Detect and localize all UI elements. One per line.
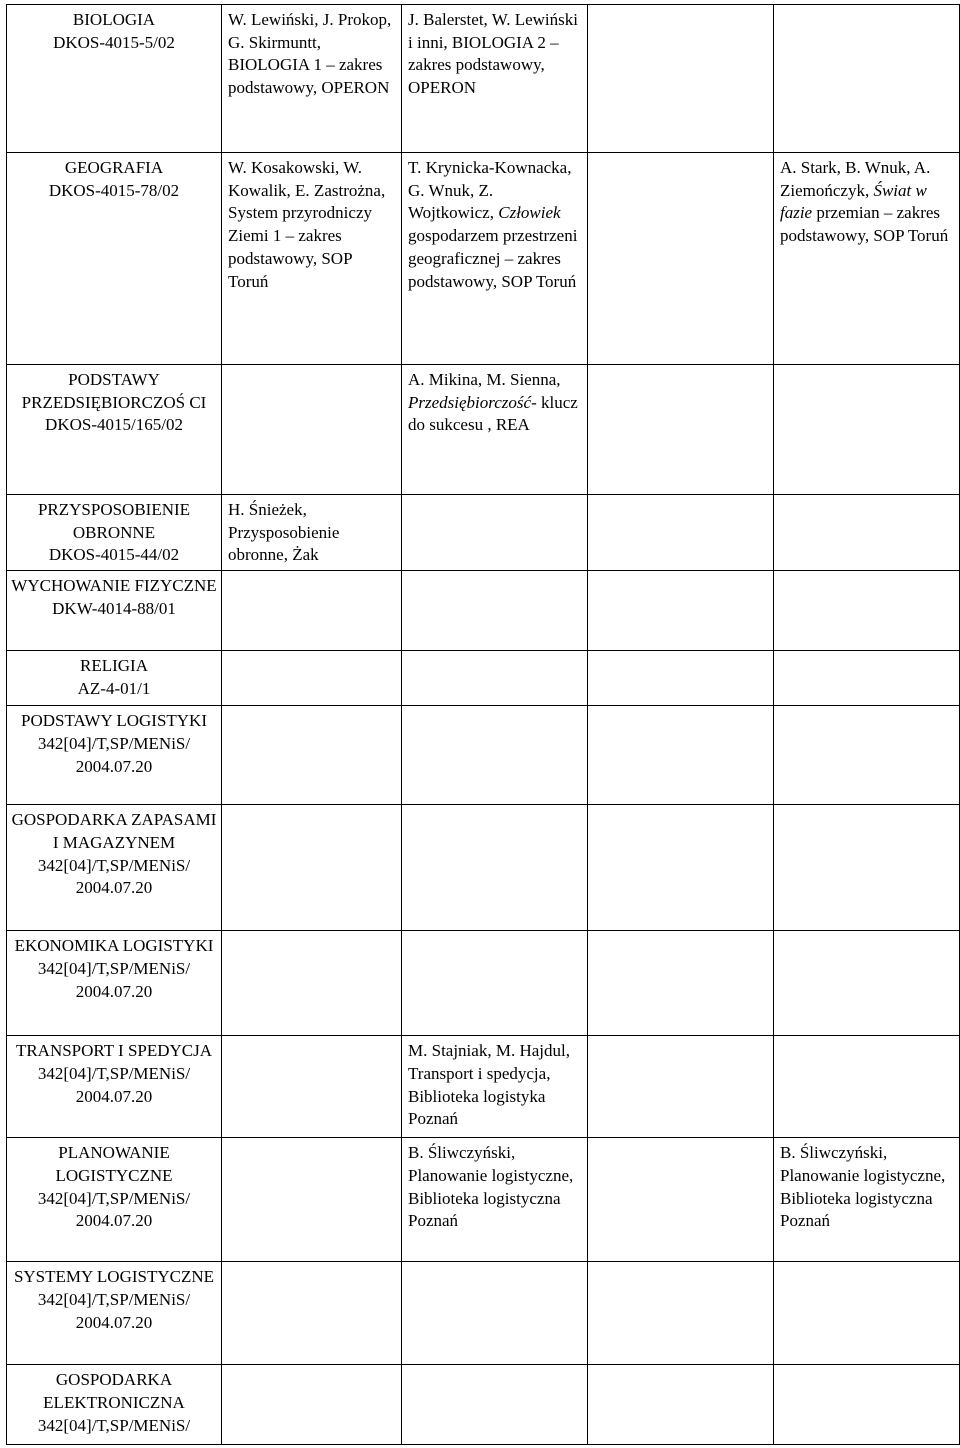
publisher-text: klucz do sukcesu , REA — [408, 392, 578, 435]
empty-cell — [588, 651, 774, 706]
textbook-cell: B. Śliwczyński, Planowanie logistyczne, Biblioteka logistyczna Poznań — [402, 1138, 588, 1262]
subject-code: DKOS-4015-78/02 — [48, 180, 180, 200]
textbook-cell: H. Śnieżek, Przysposobienie obronne, Żak — [222, 495, 402, 571]
subject-code: DKOS-4015/165/02 — [45, 415, 183, 435]
textbook-cell: W. Kosakowski, W. Kowalik, E. Zastrożna, System przyrodniczy Ziemi 1 – zakres podstawowy, SOP Toruń — [222, 153, 402, 365]
textbook-cell — [402, 365, 588, 495]
textbook-cell — [774, 153, 960, 365]
subject-cell — [7, 706, 222, 805]
empty-cell — [774, 931, 960, 1036]
subject-name: PODSTAWY LOGISTYKI — [21, 711, 207, 731]
subject-cell — [7, 1138, 222, 1262]
table-row — [7, 5, 960, 153]
subject-name: TRANSPORT I SPEDYCJA — [15, 1041, 213, 1061]
subject-code: 342[04]/T,SP/MENiS/ — [37, 1415, 191, 1435]
subject-name: RELIGIA — [80, 656, 148, 676]
subject-cell — [7, 495, 222, 571]
textbook-cell: J. Balerstet, W. Lewiński i inni, BIOLOGIA 2 – zakres podstawowy, OPERON — [402, 5, 588, 153]
table-row — [7, 1365, 960, 1445]
table-row — [7, 651, 960, 706]
subject-name: GOSPODARKA ZAPASAMI I MAGAZYNEM — [11, 810, 217, 852]
empty-cell — [774, 495, 960, 571]
empty-cell — [774, 1036, 960, 1138]
subject-name: SYSTEMY LOGISTYCZNE — [13, 1267, 215, 1287]
textbook-cell — [588, 5, 774, 153]
empty-cell — [588, 1036, 774, 1138]
table-row — [7, 1138, 960, 1262]
empty-cell — [402, 1262, 588, 1365]
subject-cell — [7, 805, 222, 931]
empty-cell — [402, 706, 588, 805]
subject-cell — [7, 571, 222, 651]
publisher-text: gospodarzem przestrzeni geograficznej – zakres podstawowy, SOP Toruń — [408, 226, 578, 291]
empty-cell — [222, 1365, 402, 1445]
empty-cell — [222, 1036, 402, 1138]
empty-cell — [402, 495, 588, 571]
empty-cell — [402, 651, 588, 706]
empty-cell — [588, 805, 774, 931]
empty-cell — [402, 931, 588, 1036]
subject-name: BIOLOGIA — [72, 10, 156, 29]
empty-cell — [222, 931, 402, 1036]
empty-cell — [588, 1262, 774, 1365]
subject-cell — [7, 931, 222, 1036]
subject-name: GEOGRAFIA — [64, 158, 164, 177]
book-title: Człowiek — [498, 203, 561, 223]
subject-code: DKOS-4015-5/02 — [53, 32, 175, 52]
empty-cell — [222, 706, 402, 805]
empty-cell — [774, 1365, 960, 1445]
empty-cell — [774, 571, 960, 651]
empty-cell — [588, 1138, 774, 1262]
empty-cell — [774, 706, 960, 805]
empty-cell — [222, 1138, 402, 1262]
empty-cell — [774, 651, 960, 706]
textbook-table — [6, 4, 960, 1445]
textbook-cell: M. Stajniak, M. Hajdul, Transport i spedycja, Biblioteka logistyka Poznań — [402, 1036, 588, 1138]
author-text: T. Krynicka-Kownacka, G. Wnuk, Z. Wojtkowicz, — [408, 158, 572, 223]
subject-cell — [7, 651, 222, 706]
empty-cell — [222, 1262, 402, 1365]
empty-cell — [774, 805, 960, 931]
empty-cell — [588, 365, 774, 495]
publisher-text: przemian – zakres podstawowy, SOP Toruń — [780, 203, 949, 246]
subject-code: AZ-4-01/1 — [77, 678, 151, 698]
empty-cell — [588, 571, 774, 651]
table-row — [7, 1036, 960, 1138]
subject-code: 342[04]/T,SP/MENiS/ 2004.07.20 — [37, 1063, 191, 1106]
table-row — [7, 706, 960, 805]
table-row — [7, 571, 960, 651]
empty-cell — [588, 1365, 774, 1445]
subject-code: DKW-4014-88/01 — [52, 598, 176, 618]
table-row — [7, 365, 960, 495]
subject-code: 342[04]/T,SP/MENiS/ 2004.07.20 — [37, 733, 191, 776]
author-text: A. Mikina, M. Sienna, — [408, 370, 561, 389]
author-text: A. Stark, B. Wnuk, A. Ziemończyk, — [780, 158, 931, 200]
subject-code: 342[04]/T,SP/MENiS/ 2004.07.20 — [37, 958, 191, 1001]
empty-cell — [402, 571, 588, 651]
subject-name: GOSPODARKA ELEKTRONICZNA — [43, 1370, 185, 1412]
subject-code: DKOS-4015-44/02 — [48, 545, 180, 565]
subject-cell — [7, 1036, 222, 1138]
textbook-cell — [402, 153, 588, 365]
subject-cell — [7, 153, 222, 365]
subject-name: WYCHOWANIE FIZYCZNE — [11, 576, 217, 596]
subject-cell — [7, 1262, 222, 1365]
empty-cell — [588, 495, 774, 571]
subject-code: 342[04]/T,SP/MENiS/ 2004.07.20 — [37, 1188, 191, 1231]
subject-code: 342[04]/T,SP/MENiS/ 2004.07.20 — [37, 855, 191, 898]
table-row — [7, 931, 960, 1036]
empty-cell — [222, 365, 402, 495]
textbook-cell: W. Lewiński, J. Prokop, G. Skirmuntt, BIOLOGIA 1 – zakres podstawowy, OPERON — [222, 5, 402, 153]
table-row — [7, 153, 960, 365]
subject-name: PODSTAWY PRZEDSIĘBIORCZOŚ CI — [21, 370, 207, 412]
subject-cell — [7, 1365, 222, 1445]
empty-cell — [588, 706, 774, 805]
book-title: Świat w fazie — [780, 180, 927, 223]
empty-cell — [402, 1365, 588, 1445]
empty-cell — [774, 365, 960, 495]
subject-cell — [7, 365, 222, 495]
subject-name: EKONOMIKA LOGISTYKI — [14, 936, 214, 956]
subject-code: 342[04]/T,SP/MENiS/ 2004.07.20 — [37, 1289, 191, 1332]
empty-cell — [222, 805, 402, 931]
table-row — [7, 1262, 960, 1365]
table-row — [7, 495, 960, 571]
empty-cell — [774, 5, 960, 153]
subject-cell — [7, 5, 222, 153]
empty-cell — [222, 571, 402, 651]
empty-cell — [774, 1262, 960, 1365]
subject-name: PLANOWANIE LOGISTYCZNE — [55, 1143, 173, 1185]
empty-cell — [402, 805, 588, 931]
empty-cell — [588, 931, 774, 1036]
empty-cell — [588, 153, 774, 365]
empty-cell — [222, 651, 402, 706]
subject-name: PRZYSPOSOBIENIE OBRONNE — [37, 500, 191, 542]
table-row — [7, 805, 960, 931]
book-title: Przedsiębiorczość- — [408, 392, 537, 412]
textbook-cell: B. Śliwczyński, Planowanie logistyczne, Biblioteka logistyczna Poznań — [774, 1138, 960, 1262]
